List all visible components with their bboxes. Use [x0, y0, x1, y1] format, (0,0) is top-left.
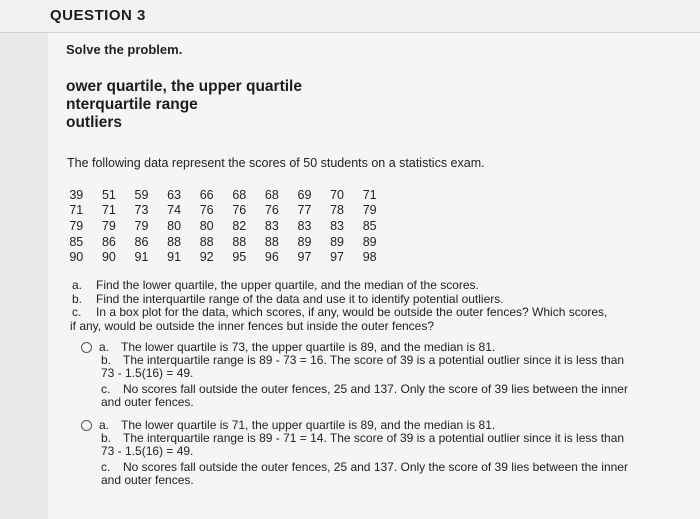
score-cell: 70: [330, 187, 344, 202]
option-text: The lower quartile is 73, the upper quartile is 89, and the median is 81.: [121, 340, 496, 354]
scores-row: [60, 234, 386, 250]
score-cell: 85: [362, 218, 377, 233]
scores-table: [60, 187, 386, 265]
score-cell: 85: [69, 234, 84, 249]
part-a: [72, 279, 682, 292]
option-letter: a.: [99, 418, 110, 432]
score-cell: 83: [330, 218, 344, 233]
score-cell: 83: [264, 218, 279, 233]
score-cell: 86: [101, 234, 116, 249]
option-text: No scores fall outside the outer fences, 25 and 137. Only the score of 39 lies between the inner: [123, 460, 628, 474]
score-cell: 79: [101, 218, 116, 233]
question-header: [0, 0, 700, 33]
score-cell: 88: [264, 234, 279, 249]
score-cell: 79: [134, 218, 149, 233]
score-cell: 89: [330, 234, 344, 249]
question-title: QUESTION 3: [50, 7, 146, 24]
scores-row: [60, 249, 386, 265]
part-text: In a box plot for the data, which scores, if any, would be outside the outer fences? Which scores,: [96, 305, 608, 319]
score-cell: 77: [297, 203, 312, 218]
part-letter: c.: [72, 305, 82, 319]
part-c-continued: if any, would be outside the inner fences but inside the outer fences?: [70, 318, 435, 333]
score-cell: 97: [297, 250, 312, 265]
score-cell: 51: [101, 187, 116, 202]
part-b: [72, 293, 682, 306]
option-text-continued: and outer fences.: [101, 473, 194, 487]
question-parts: [72, 279, 682, 333]
score-cell: 63: [167, 187, 182, 202]
score-cell: 76: [199, 203, 214, 218]
part-text: Find the lower quartile, the upper quartile, and the median of the scores.: [96, 278, 479, 292]
score-cell: 71: [362, 187, 377, 202]
topic-line: outliers: [66, 114, 122, 131]
score-cell: 82: [232, 218, 247, 233]
radio-button[interactable]: [81, 420, 92, 431]
score-cell: 66: [199, 187, 214, 202]
option-text: No scores fall outside the outer fences, 25 and 137. Only the score of 39 lies between the inner: [123, 382, 628, 396]
option-letter: c.: [101, 460, 111, 474]
part-letter: a.: [72, 278, 83, 292]
score-cell: 80: [199, 218, 214, 233]
score-cell: 91: [167, 250, 182, 265]
part-c: [72, 306, 682, 319]
scores-row: [60, 187, 386, 203]
score-cell: 95: [232, 250, 247, 265]
score-cell: 79: [362, 203, 377, 218]
option-text-continued: and outer fences.: [101, 395, 194, 409]
score-cell: 68: [264, 187, 279, 202]
score-cell: 74: [167, 203, 182, 218]
score-cell: 79: [69, 218, 84, 233]
score-cell: 59: [134, 187, 149, 202]
score-cell: 90: [101, 250, 116, 265]
option-text: The lower quartile is 71, the upper quartile is 89, and the median is 81.: [121, 418, 496, 432]
score-cell: 90: [69, 250, 84, 265]
score-cell: 98: [362, 250, 377, 265]
score-cell: 88: [199, 234, 214, 249]
score-cell: 68: [232, 187, 247, 202]
score-cell: 80: [167, 218, 182, 233]
option-text: The interquartile range is 89 - 73 = 16. The score of 39 is a potential outlier since it is less than: [123, 353, 625, 367]
topic-line: ower quartile, the upper quartile: [66, 78, 302, 95]
score-cell: 88: [232, 234, 247, 249]
score-cell: 78: [330, 203, 344, 218]
score-cell: 92: [199, 250, 214, 265]
scores-row: [60, 218, 386, 234]
option-letter: b.: [101, 353, 112, 367]
score-cell: 88: [167, 234, 182, 249]
score-cell: 89: [362, 234, 377, 249]
answer-option-2[interactable]: [81, 419, 671, 487]
score-cell: 91: [134, 250, 149, 265]
score-cell: 97: [330, 250, 344, 265]
score-cell: 71: [101, 203, 116, 218]
topics-block: [66, 78, 302, 132]
score-cell: 69: [297, 187, 312, 202]
score-cell: 39: [69, 187, 84, 202]
answer-option-1[interactable]: [81, 341, 671, 409]
part-letter: b.: [72, 291, 83, 306]
score-cell: 86: [134, 234, 149, 249]
score-cell: 76: [264, 203, 279, 218]
score-cell: 73: [134, 203, 149, 218]
score-cell: 83: [297, 218, 312, 233]
option-letter: c.: [101, 382, 111, 396]
option-letter: a.: [99, 340, 110, 354]
radio-button[interactable]: [81, 342, 92, 353]
instruction-text: Solve the problem.: [66, 42, 183, 57]
scores-row: [60, 203, 386, 219]
part-text: Find the interquartile range of the data and use it to identify potential outliers.: [96, 291, 504, 306]
score-cell: 89: [297, 234, 312, 249]
score-cell: 71: [69, 203, 84, 218]
option-formula: 73 - 1.5(16) = 49.: [101, 444, 194, 458]
topic-line: nterquartile range: [66, 96, 198, 113]
score-cell: 96: [264, 250, 279, 265]
option-letter: b.: [101, 431, 112, 445]
option-formula: 73 - 1.5(16) = 49.: [101, 366, 194, 380]
score-cell: 76: [232, 203, 247, 218]
option-text: The interquartile range is 89 - 71 = 14. The score of 39 is a potential outlier since it is less than: [123, 431, 625, 445]
intro-text: The following data represent the scores of 50 students on a statistics exam.: [67, 156, 485, 170]
